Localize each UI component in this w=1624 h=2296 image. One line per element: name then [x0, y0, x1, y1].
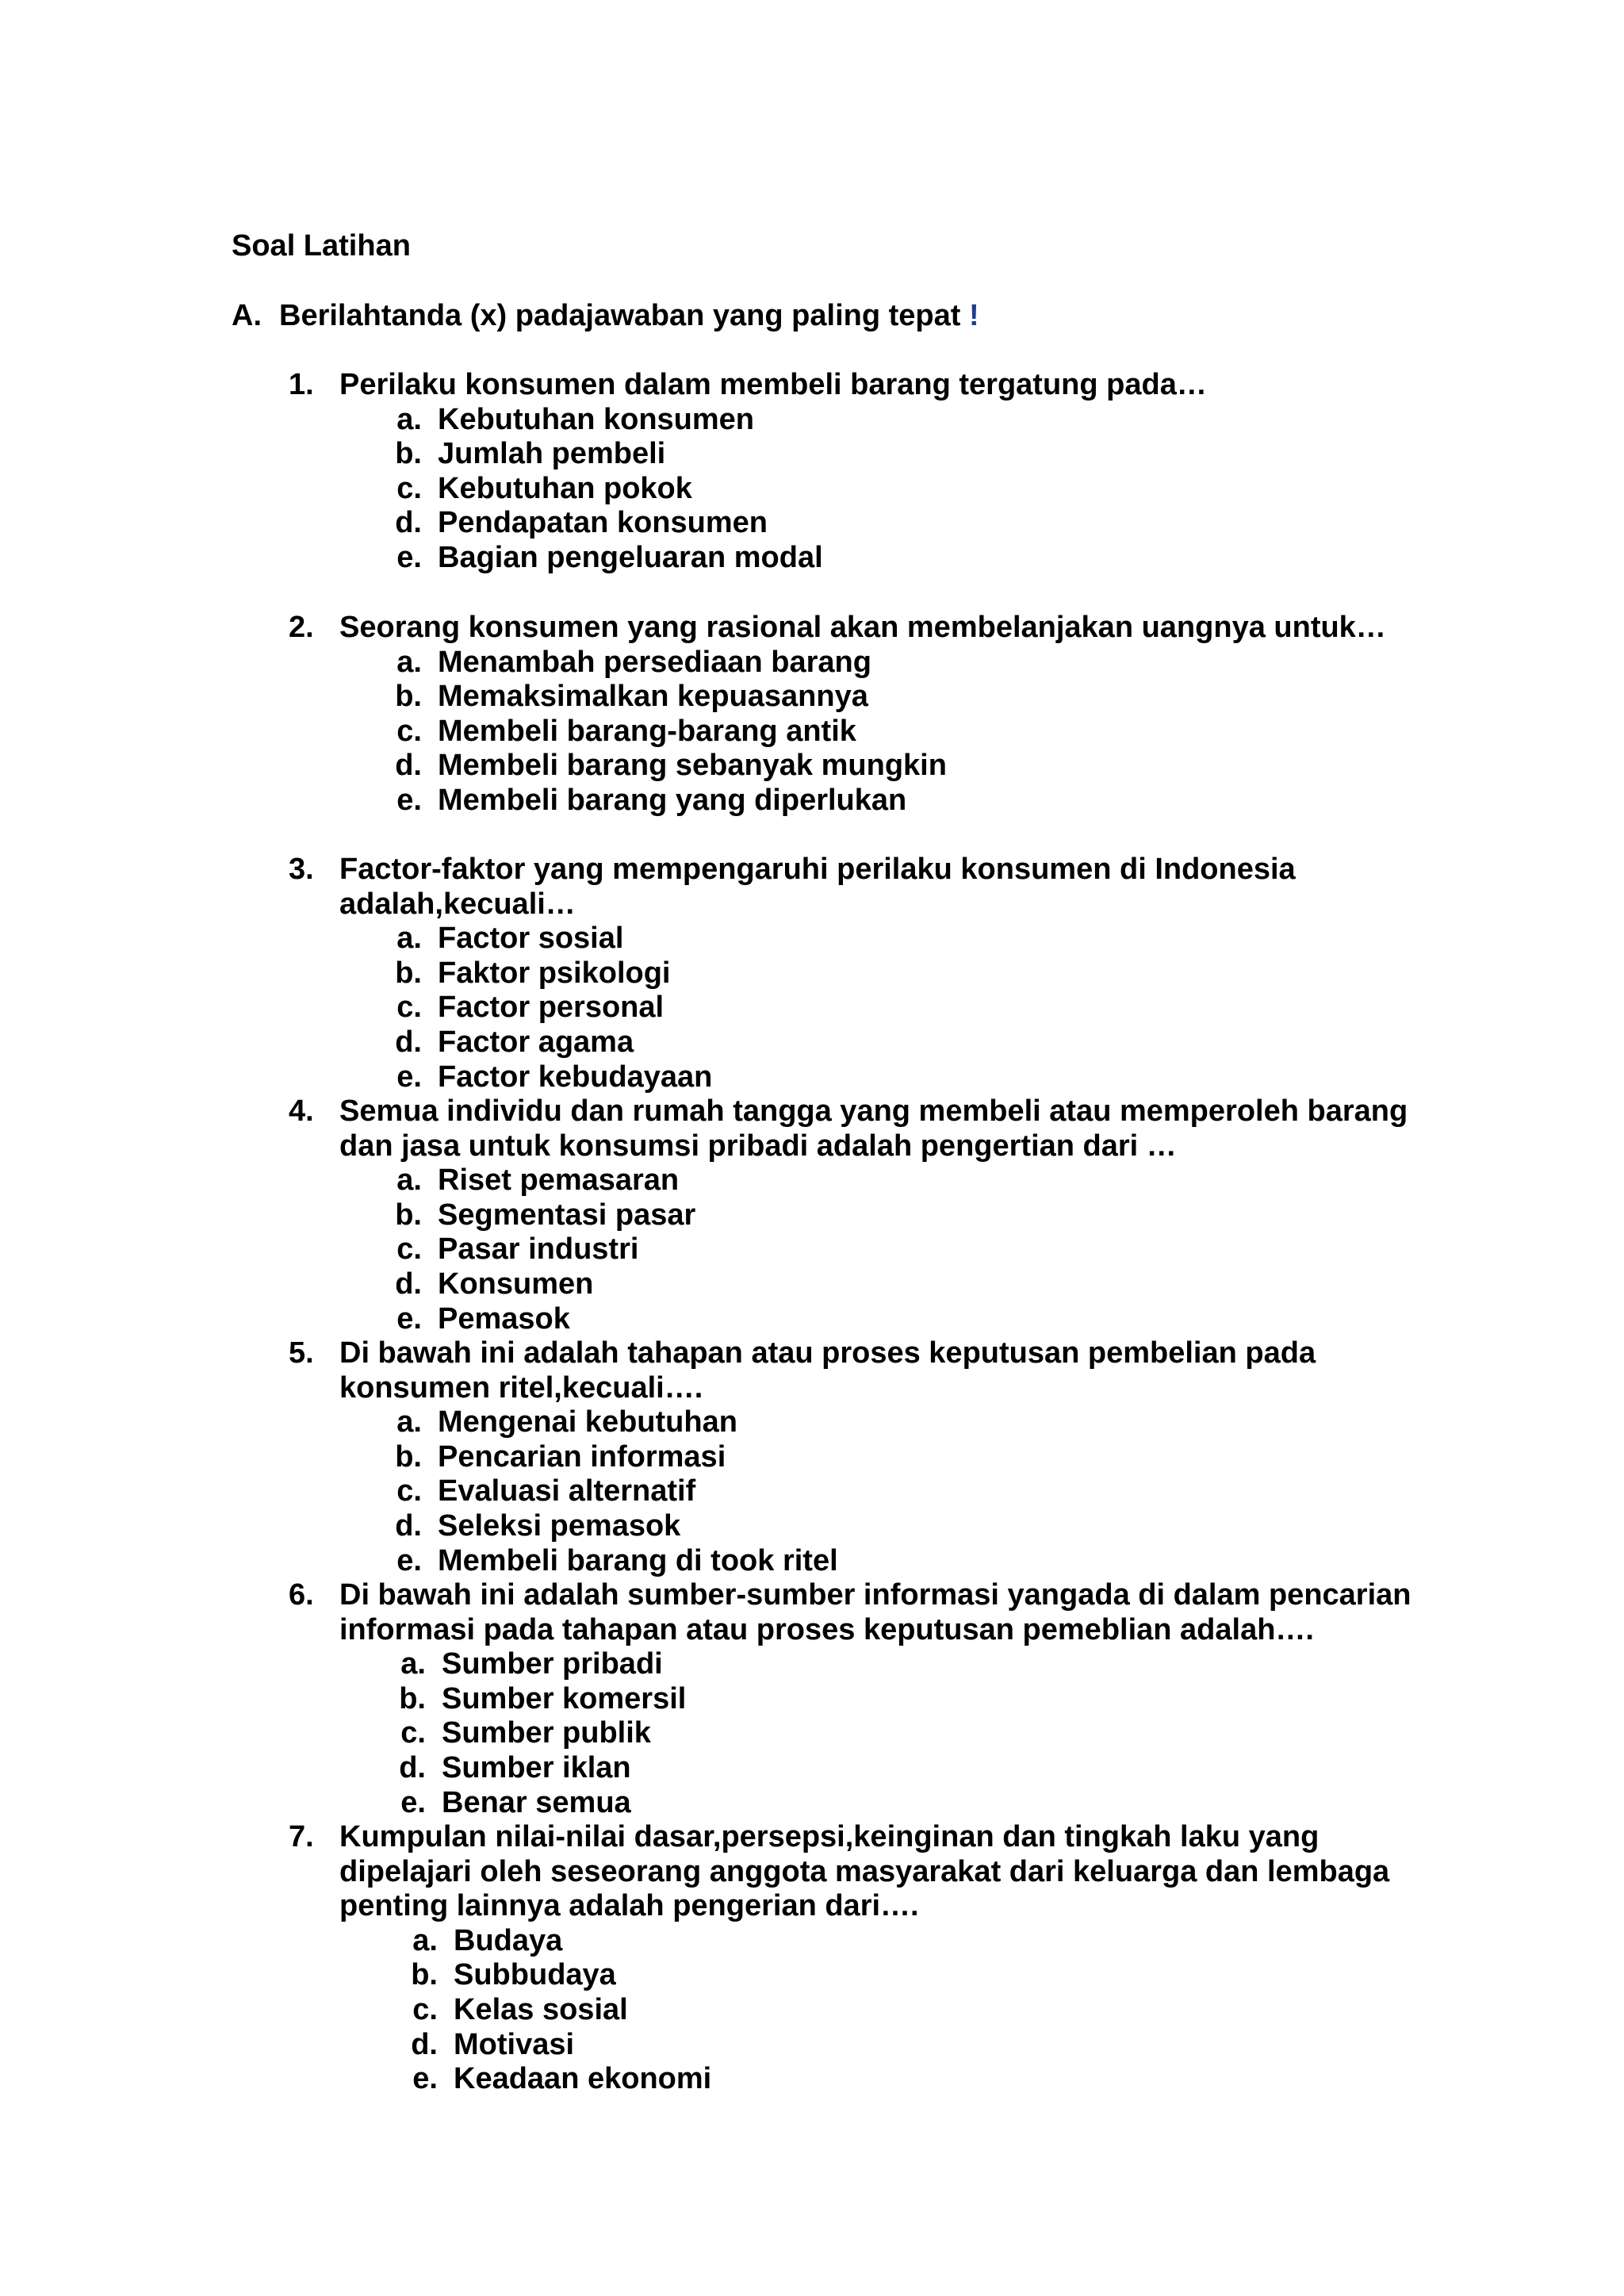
option-d — [289, 1751, 1411, 1786]
option-c — [289, 715, 1386, 749]
option-text: Pemasok — [438, 1301, 570, 1336]
section-letter: A. — [232, 299, 262, 332]
option-list — [289, 403, 1207, 576]
option-a — [289, 403, 1207, 438]
option-d — [289, 2028, 1389, 2063]
question-7 — [289, 1820, 1389, 2097]
question-stem — [289, 1820, 1389, 1924]
option-b — [289, 1682, 1411, 1717]
option-d — [289, 1509, 1316, 1544]
option-e — [289, 1302, 1408, 1337]
option-letter: b. — [399, 1681, 426, 1715]
question-5 — [289, 1336, 1316, 1578]
question-text-line-2: informasi pada tahapan atau proses keputusan pemeblian adalah…. — [339, 1612, 1314, 1646]
option-b — [289, 437, 1207, 472]
option-letter: b. — [395, 1198, 422, 1232]
option-a — [289, 922, 1296, 956]
option-text: Sumber pribadi — [442, 1647, 663, 1681]
question-3 — [289, 853, 1296, 1094]
option-letter: d. — [395, 1025, 422, 1059]
option-letter: a. — [396, 1405, 422, 1439]
question-text-line-2: dipelajari oleh seseorang anggota masyarakat dari keluarga dan lembaga — [339, 1854, 1390, 1888]
option-list — [289, 922, 1296, 1094]
option-letter: a. — [396, 922, 422, 956]
option-letter: b. — [395, 1439, 422, 1474]
option-text: Evaluasi alternatif — [438, 1474, 696, 1508]
option-text: Menambah persediaan barang — [438, 645, 871, 679]
option-b — [289, 1198, 1408, 1233]
option-d — [289, 1025, 1296, 1060]
option-letter: b. — [395, 437, 422, 471]
option-d — [289, 1267, 1408, 1302]
option-e — [289, 1544, 1316, 1579]
question-stem — [289, 1094, 1408, 1163]
option-letter: c. — [396, 1232, 422, 1267]
question-1 — [289, 368, 1207, 576]
option-e — [289, 784, 1386, 818]
option-e — [289, 2062, 1389, 2097]
option-letter: c. — [412, 1992, 438, 2026]
option-text: Pencarian informasi — [438, 1439, 726, 1474]
option-text: Benar semua — [442, 1785, 631, 1819]
instruction-exclamation: ! — [968, 299, 979, 332]
question-number: 1. — [289, 368, 314, 401]
option-c — [289, 1474, 1316, 1509]
option-c — [289, 1716, 1411, 1751]
question-text-line-1: Kumpulan nilai-nilai dasar,persepsi,keinginan dan tingkah laku yang — [339, 1820, 1320, 1853]
question-text-line-1: Di bawah ini adalah tahapan atau proses keputusan pembelian pada — [339, 1336, 1316, 1370]
option-c — [289, 1993, 1389, 2028]
option-letter: b. — [395, 680, 422, 714]
option-c — [289, 1232, 1408, 1267]
option-letter: e. — [412, 2062, 438, 2096]
option-letter: d. — [395, 506, 422, 540]
option-d — [289, 749, 1386, 784]
option-text: Segmentasi pasar — [438, 1198, 696, 1232]
option-letter: e. — [396, 1301, 422, 1336]
option-letter: e. — [396, 1543, 422, 1577]
option-text: Subbudaya — [454, 1958, 616, 1992]
option-c — [289, 991, 1296, 1025]
question-stem — [289, 611, 1386, 646]
option-list — [289, 1405, 1316, 1578]
option-b — [289, 1958, 1389, 1993]
option-letter: a. — [396, 1163, 422, 1198]
option-text: Factor agama — [438, 1025, 634, 1059]
option-letter: e. — [400, 1785, 426, 1819]
question-text-line-1: Di bawah ini adalah sumber-sumber informasi yangada di dalam pencarian — [339, 1578, 1411, 1612]
question-text-line-1: Semua individu dan rumah tangga yang membeli atau memperoleh barang — [339, 1094, 1408, 1128]
option-text: Jumlah pembeli — [438, 437, 666, 471]
option-e — [289, 541, 1207, 576]
document-title: Soal Latihan — [232, 229, 411, 263]
option-text: Kebutuhan konsumen — [438, 402, 755, 436]
option-letter: a. — [400, 1647, 426, 1681]
instruction-text: Berilahtanda (x) padajawaban yang paling tepat — [279, 299, 961, 332]
option-letter: b. — [395, 956, 422, 990]
question-number: 5. — [289, 1336, 314, 1370]
option-letter: c. — [400, 1716, 426, 1750]
option-text: Membeli barang yang diperlukan — [438, 783, 907, 817]
option-a — [289, 1163, 1408, 1198]
option-b — [289, 680, 1386, 715]
option-text: Sumber iklan — [442, 1750, 631, 1784]
question-text-line-1: Factor-faktor yang mempengaruhi perilaku konsumen di Indonesia — [339, 853, 1296, 886]
option-text: Sumber komersil — [442, 1681, 687, 1715]
question-text-line-2: dan jasa untuk konsumsi pribadi adalah pengertian dari … — [339, 1129, 1177, 1163]
option-letter: d. — [411, 2027, 438, 2061]
question-number: 6. — [289, 1578, 314, 1612]
option-letter: c. — [396, 991, 422, 1025]
question-text-line-2: konsumen ritel,kecuali…. — [339, 1370, 703, 1405]
option-text: Budaya — [454, 1923, 563, 1957]
question-2 — [289, 611, 1386, 818]
option-text: Bagian pengeluaran modal — [438, 540, 823, 574]
option-letter: d. — [395, 1508, 422, 1543]
option-text: Membeli barang-barang antik — [438, 714, 856, 748]
question-text: Perilaku konsumen dalam membeli barang tergatung pada… — [339, 368, 1207, 401]
option-c — [289, 472, 1207, 507]
question-number: 4. — [289, 1094, 314, 1128]
option-letter: c. — [396, 714, 422, 748]
option-a — [289, 1647, 1411, 1682]
question-6 — [289, 1578, 1411, 1820]
option-b — [289, 1440, 1316, 1475]
option-text: Pasar industri — [438, 1232, 639, 1267]
option-a — [289, 646, 1386, 680]
option-letter: e. — [396, 783, 422, 817]
option-letter: d. — [395, 749, 422, 783]
option-a — [289, 1405, 1316, 1440]
option-letter: a. — [412, 1923, 438, 1957]
option-letter: d. — [395, 1267, 422, 1301]
option-e — [289, 1786, 1411, 1821]
option-e — [289, 1060, 1296, 1095]
option-list — [289, 1163, 1408, 1336]
option-b — [289, 956, 1296, 991]
option-letter: e. — [396, 1060, 422, 1094]
section-instruction — [232, 298, 979, 333]
question-number: 2. — [289, 611, 314, 644]
option-text: Pendapatan konsumen — [438, 506, 768, 540]
question-number: 3. — [289, 853, 314, 886]
option-text: Seleksi pemasok — [438, 1508, 681, 1543]
question-stem — [289, 1578, 1411, 1647]
option-text: Factor sosial — [438, 922, 624, 956]
question-number: 7. — [289, 1820, 314, 1853]
question-4 — [289, 1094, 1408, 1336]
option-letter: d. — [399, 1750, 426, 1784]
option-d — [289, 506, 1207, 541]
option-text: Konsumen — [438, 1267, 594, 1301]
option-a — [289, 1924, 1389, 1959]
question-text-line-3: penting lainnya adalah pengerian dari…. — [339, 1889, 919, 1923]
option-letter: e. — [396, 540, 422, 574]
question-stem — [289, 368, 1207, 403]
option-text: Factor kebudayaan — [438, 1060, 713, 1094]
option-letter: a. — [396, 402, 422, 436]
option-letter: b. — [411, 1958, 438, 1992]
option-list — [289, 1647, 1411, 1820]
question-stem — [289, 1336, 1316, 1405]
option-letter: c. — [396, 1474, 422, 1508]
option-text: Memaksimalkan kepuasannya — [438, 680, 868, 714]
option-text: Faktor psikologi — [438, 956, 671, 990]
option-list — [289, 1924, 1389, 2097]
option-letter: c. — [396, 471, 422, 505]
option-list — [289, 646, 1386, 818]
option-text: Mengenai kebutuhan — [438, 1405, 737, 1439]
option-text: Factor personal — [438, 991, 665, 1025]
option-text: Membeli barang sebanyak mungkin — [438, 749, 947, 783]
option-text: Membeli barang di took ritel — [438, 1543, 838, 1577]
option-text: Keadaan ekonomi — [454, 2062, 712, 2096]
option-text: Kebutuhan pokok — [438, 471, 692, 505]
question-stem — [289, 853, 1296, 922]
option-text: Sumber publik — [442, 1716, 651, 1750]
option-letter: a. — [396, 645, 422, 679]
option-text: Motivasi — [454, 2027, 575, 2061]
question-text: Seorang konsumen yang rasional akan membelanjakan uangnya untuk… — [339, 611, 1386, 644]
option-text: Kelas sosial — [454, 1992, 628, 2026]
question-text-line-2: adalah,kecuali… — [339, 887, 576, 921]
option-text: Riset pemasaran — [438, 1163, 680, 1198]
